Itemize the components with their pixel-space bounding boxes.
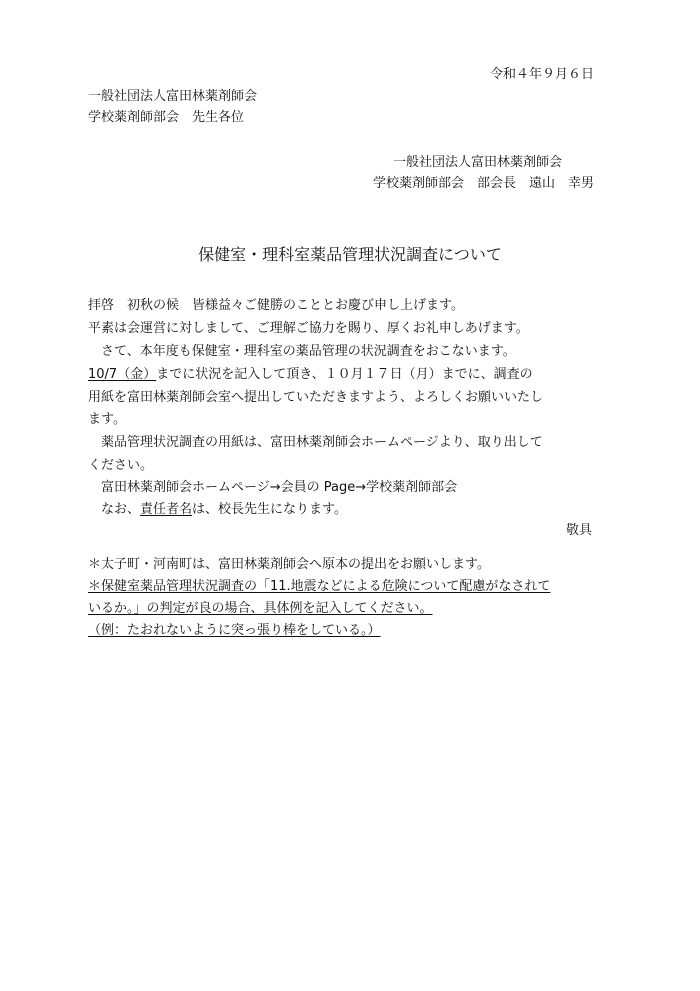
recipient-dept: 学校薬剤師部会 先生各位: [88, 110, 245, 125]
responsible-suffix: は、校長先生になります。: [192, 502, 347, 517]
greeting-text: 拝啓 初秋の候 皆様益々ご健勝のこととお慶び申し上げます。: [88, 298, 464, 313]
submit-line-2: 用紙を富田林薬剤師会室へ提出していただきますよう、よろしくお願いいたし: [88, 390, 544, 405]
thanks-text: 平素は会運営に対しまして、ご理解ご協力を賜り、厚くお礼申しあげます。: [88, 321, 529, 336]
closing-text: 敬具: [565, 523, 592, 538]
note-2-line-3: （例：たおれないように突っ張り棒をしている。）: [88, 623, 381, 638]
submit-line-3: ます。: [88, 412, 126, 427]
document-title: 保健室・理科室薬品管理状況調査について: [198, 245, 502, 264]
sender-org: 一般社団法人富田林薬剤師会: [393, 155, 563, 170]
letter-date: 令和４年９月６日: [489, 67, 594, 82]
deadline-date: 10/7（金）: [88, 367, 157, 382]
intro-text: さて、本年度も保健室・理科室の薬品管理の状況調査をおこないます。: [101, 344, 516, 359]
responsible-line: [101, 501, 347, 519]
deadline-line: [88, 366, 533, 384]
recipient-org: 一般社団法人富田林薬剤師会: [88, 89, 258, 104]
sender-dept: 学校薬剤師部会 部会長 遠山 幸男: [372, 176, 594, 191]
note-2-line-2: いるか。」の判定が良の場合、具体例を記入してください。: [88, 601, 433, 616]
deadline-rest: までに状況を記入して頂き、１０月１７日（月）までに、調査の: [156, 367, 533, 382]
note-1: ＊太子町・河南町は、富田林薬剤師会へ原本の提出をお願いします。: [88, 557, 490, 572]
responsible-prefix: なお、: [101, 502, 141, 517]
note-2-line-1: ＊保健室薬品管理状況調査の「11.地震などによる危険について配慮がなされて: [88, 579, 551, 594]
form-line-1: 薬品管理状況調査の用紙は、富田林薬剤師会ホームページより、取り出して: [101, 435, 543, 450]
homepage-path: 富田林薬剤師会ホームページ→会員の Page→学校薬剤師部会: [101, 480, 458, 495]
responsible-term: 責任者名: [140, 502, 193, 517]
form-line-2: ください。: [88, 458, 154, 473]
